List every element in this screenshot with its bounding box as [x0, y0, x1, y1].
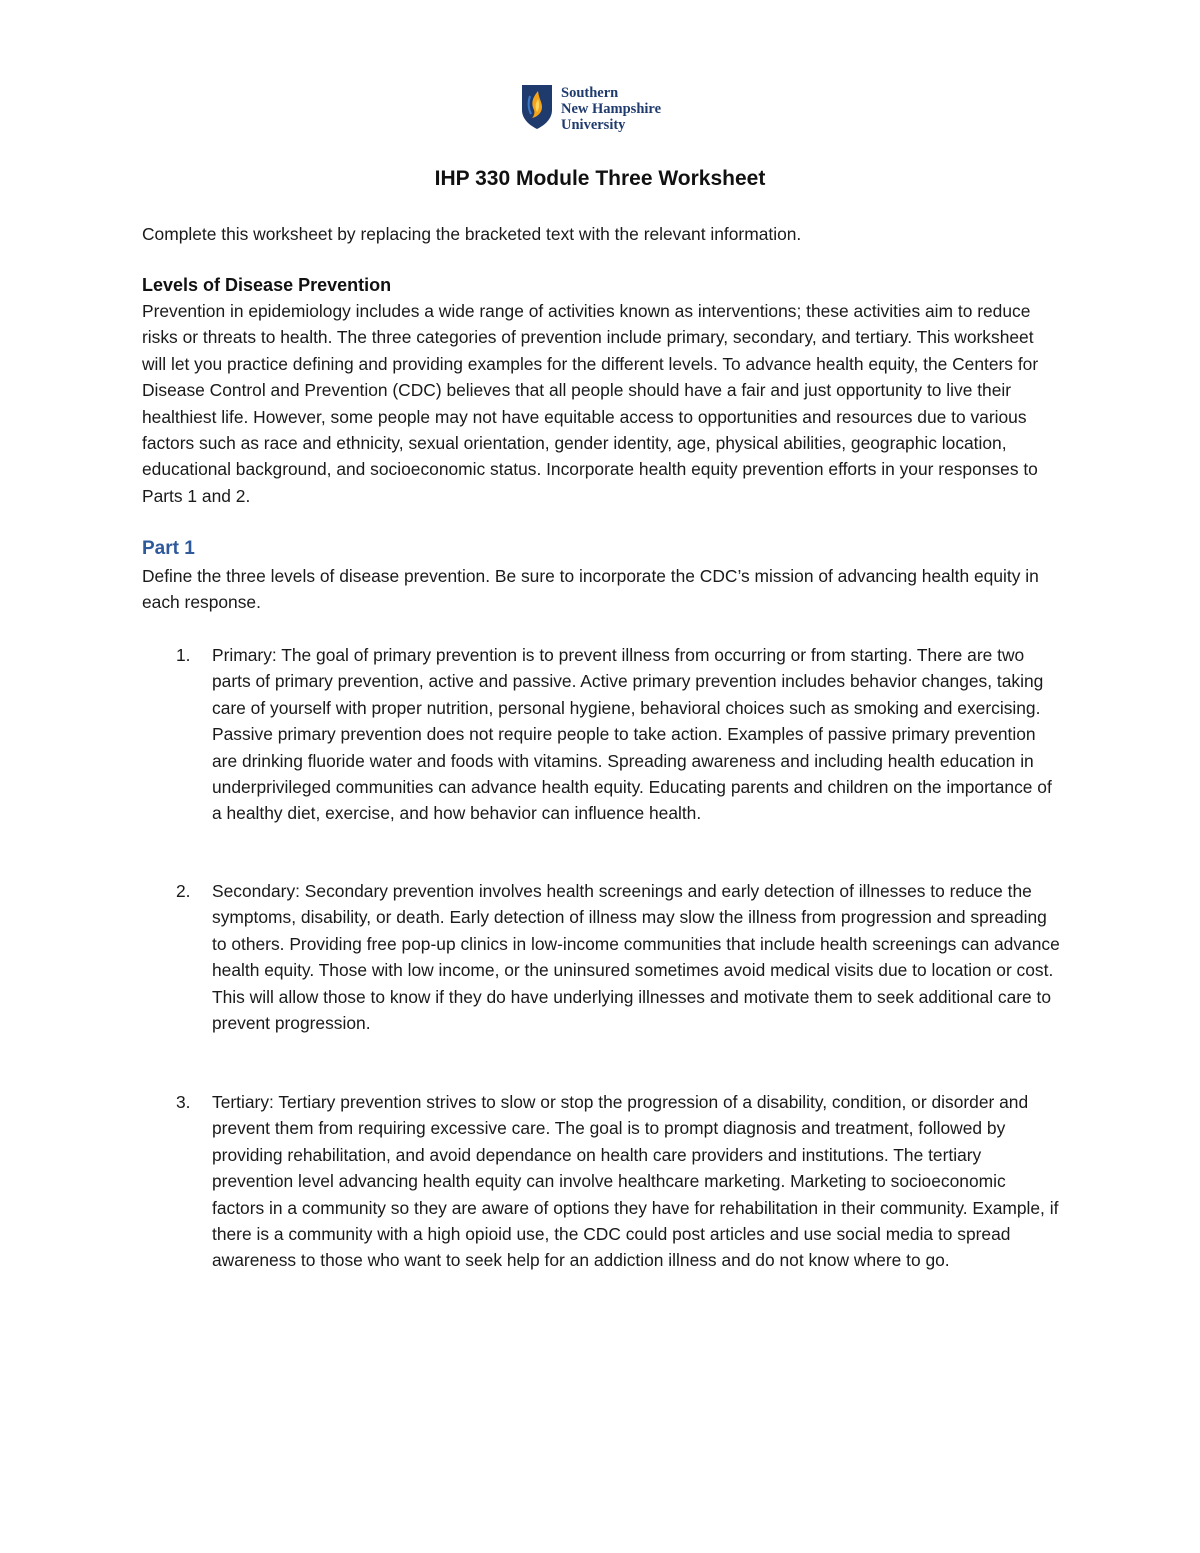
list-item-text: Secondary: Secondary prevention involves health screenings and early detection of illnesses to reduce the symptoms, disability, or death. Early detection of illness may slow the illness from progression and spreading to others. Providing free pop-up clinics in low-income communities that include health screenings can advance health equity. Those with low income, or the uninsured sometimes avoid medical visits due to location or cost. This will allow those to know if they do have underlying illnesses and motivate them to seek additional care to prevent progression. — [212, 881, 1060, 1034]
list-item-text: Tertiary: Tertiary prevention strives to slow or stop the progression of a disability, condition, or disorder and prevent them from requiring excessive care. The goal is to prompt diagnosis and treatment, followed by providing rehabilitation, and avoid dependance on health care providers and institutions. The tertiary prevention level advancing health equity can involve healthcare marketing. Marketing to socioeconomic factors in a community so they are aware of options they have for rehabilitation in their community. Example, if there is a community with a high opioid use, the CDC could post articles and use social media to spread awareness to those who want to seek help for an addiction illness and do not know where to go. — [212, 1092, 1059, 1271]
list-item-text: Primary: The goal of primary prevention is to prevent illness from occurring or from starting. There are two parts of primary prevention, active and passive. Active primary prevention includes behavior changes, taking care of yourself with proper nutrition, personal hygiene, behavioral choices such as smoking and exercising. Passive primary prevention does not require people to take action. Examples of passive primary prevention are drinking fluoride water and foods with vitamins. Spreading awareness and including health education in underprivileged communities can advance health equity. Educating parents and children on the importance of a healthy diet, exercise, and how behavior can influence health. — [212, 645, 1052, 824]
part1-body: Define the three levels of disease prevention. Be sure to incorporate the CDC’s mission of advancing health equity in each response. — [142, 566, 1039, 613]
shield-flame-icon — [521, 84, 553, 130]
intro-text: Complete this worksheet by replacing the bracketed text with the relevant information. — [142, 224, 802, 244]
logo-line-2: New Hampshire — [561, 101, 662, 117]
page-title: IHP 330 Module Three Worksheet — [434, 167, 766, 190]
list-number: 3. — [176, 1092, 191, 1112]
levels-heading: Levels of Disease Prevention — [142, 275, 392, 295]
levels-body: Prevention in epidemiology includes a wide range of activities known as interventions; these activities aim to reduce risks or threats to health. The three categories of prevention include primary, secondary, and tertiary. This worksheet will let you practice defining and providing examples for the different levels. To advance health equity, the Centers for Disease Control and Prevention (CDC) believes that all people should have a fair and just opportunity to live their healthiest life. However, some people may not have equitable access to opportunities and resources due to various factors such as race and ethnicity, sexual orientation, gender identity, age, physical abilities, geographic location, educational background, and socioeconomic status. Incorporate health equity prevention efforts in your responses to Parts 1 and 2. — [142, 301, 1039, 506]
list-number: 1. — [176, 645, 191, 665]
part1-heading: Part 1 — [142, 538, 195, 559]
snhu-logo — [521, 84, 661, 133]
logo-line-1: Southern — [561, 85, 619, 101]
logo-line-3: University — [561, 117, 626, 133]
logo-wordmark — [561, 85, 661, 133]
list-number: 2. — [176, 881, 191, 901]
